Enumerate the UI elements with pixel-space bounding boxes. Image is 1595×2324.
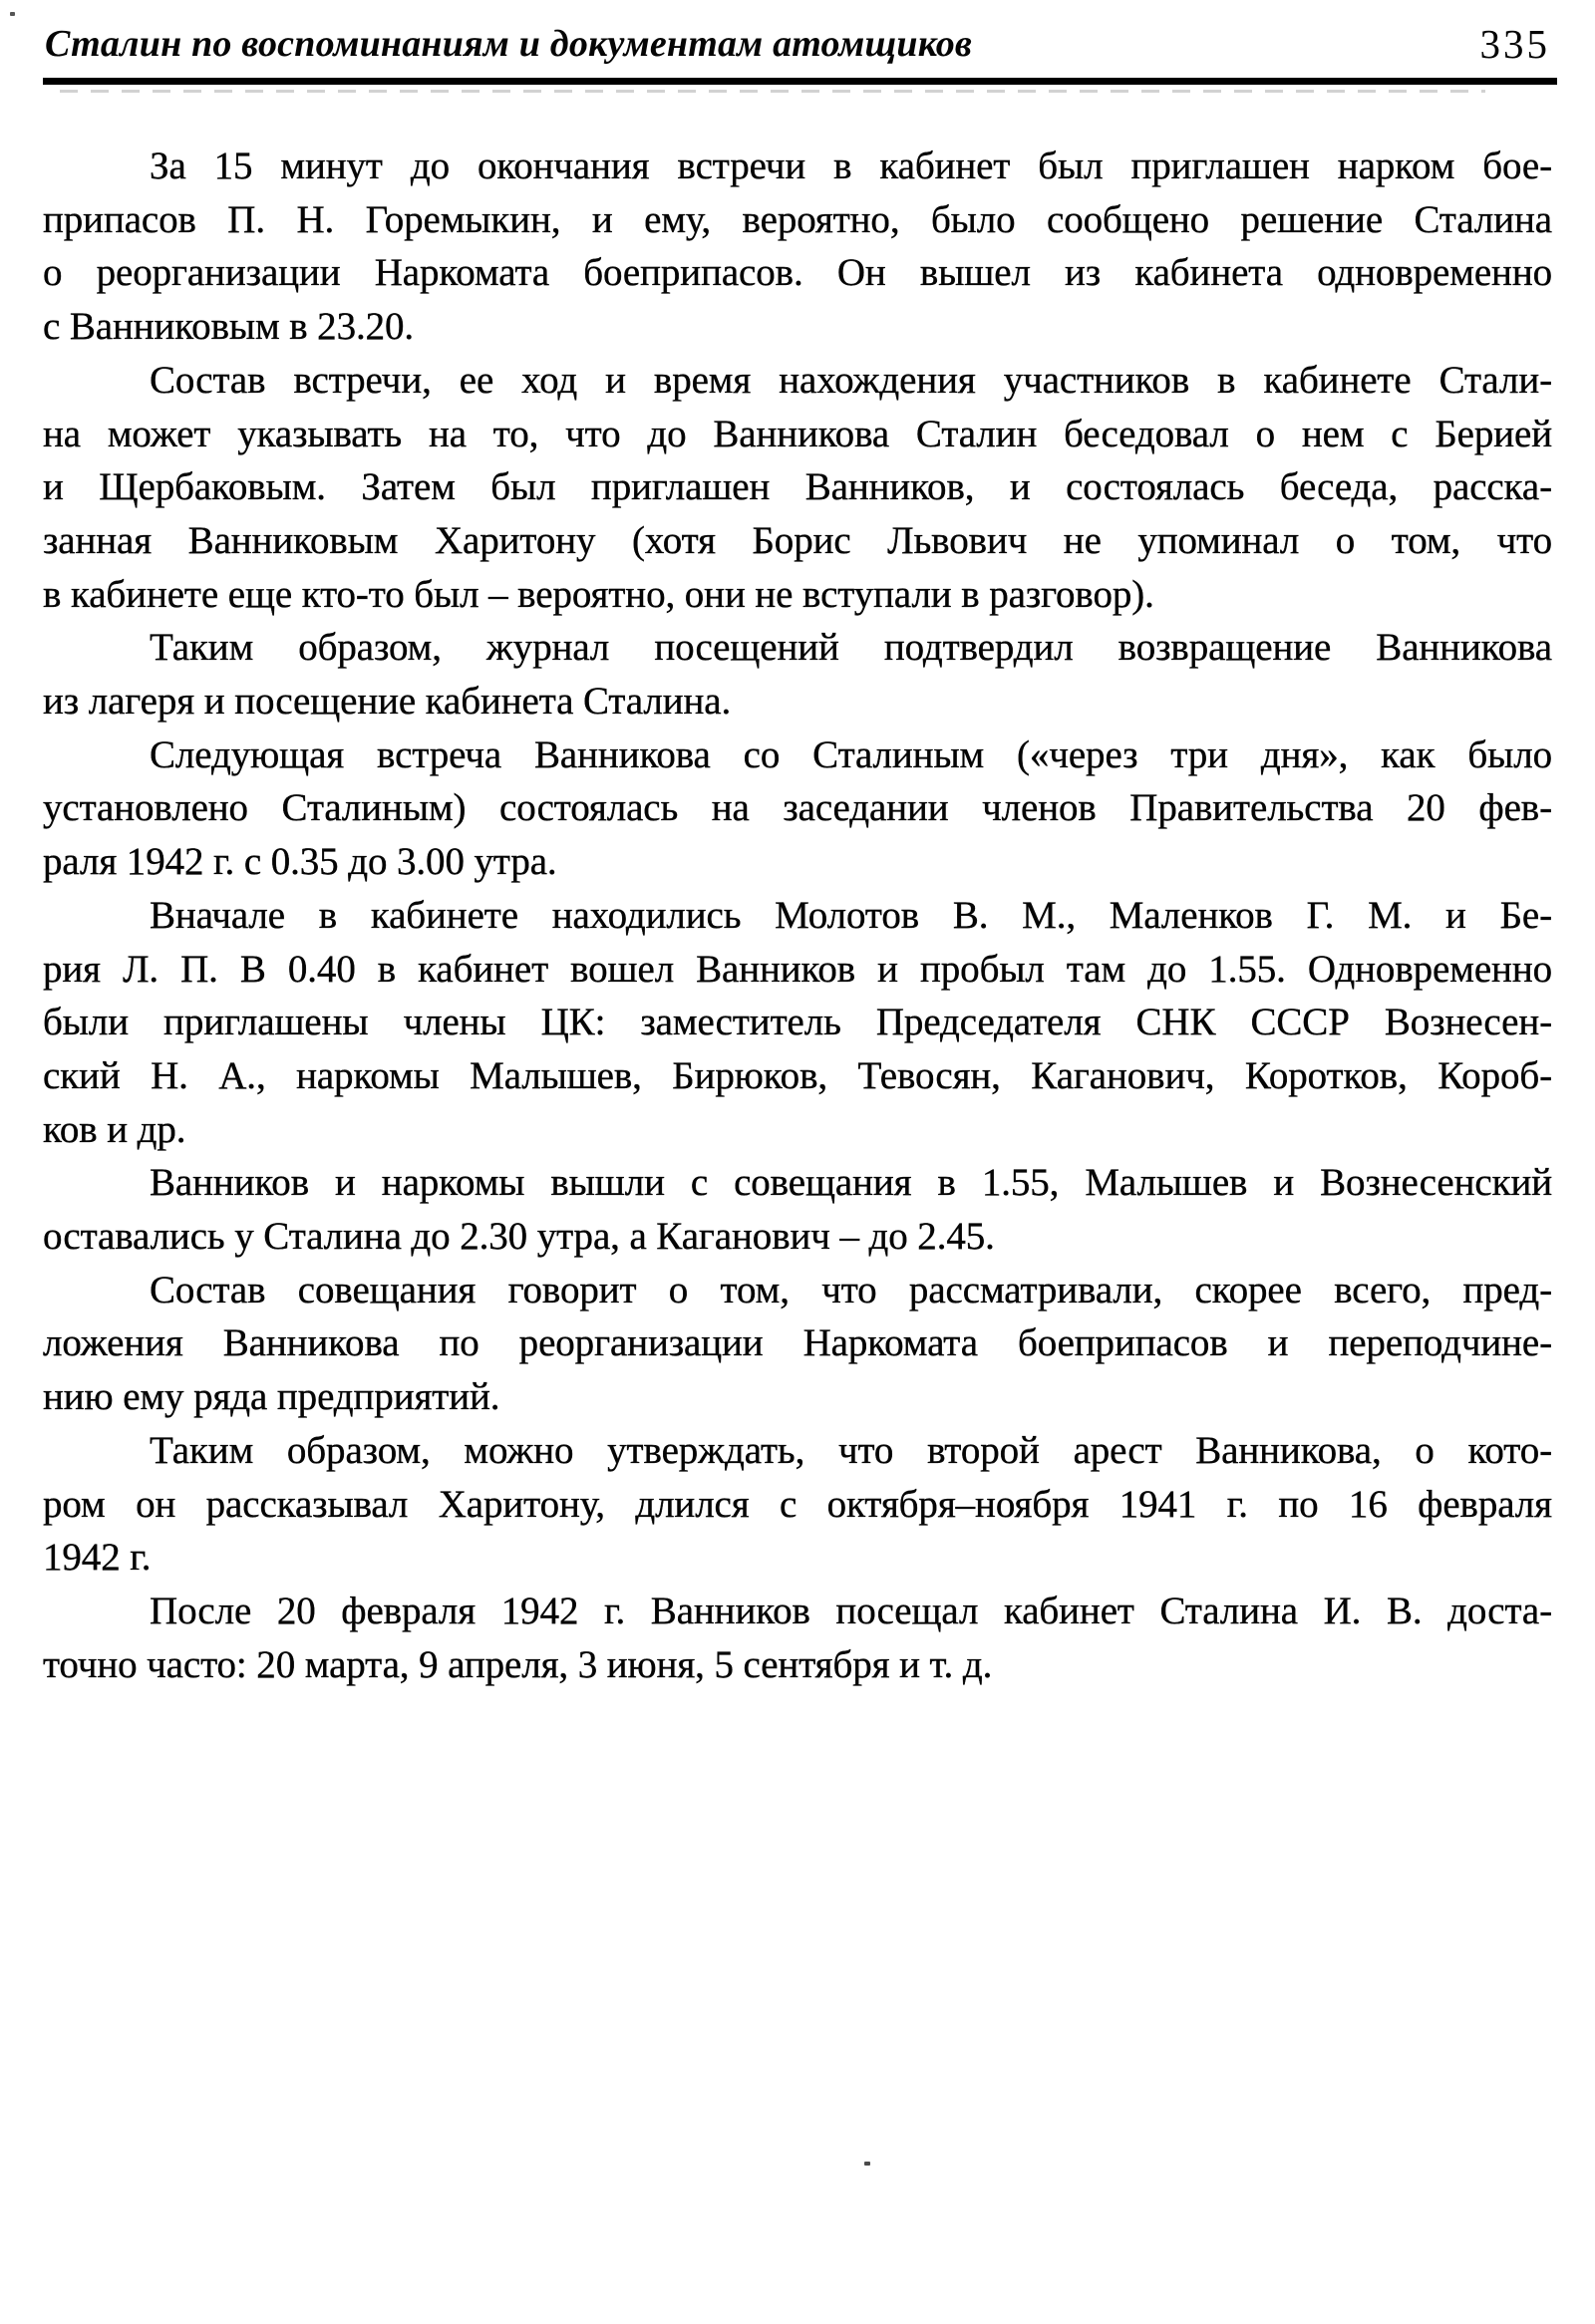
text-line: оставались у Сталина до 2.30 утра, а Каганович – до 2.45. [43, 1215, 995, 1259]
body-text [43, 140, 1552, 1691]
text-line: из лагеря и посещение кабинета Сталина. [43, 680, 732, 724]
text-line: на может указывать на то, что до Ванникова Сталин беседовал о нем с Берией [43, 412, 1552, 455]
paragraph [43, 354, 1552, 622]
text-line: За 15 минут до окончания встречи в кабинет был приглашен нарком бое- [150, 145, 1552, 187]
text-line: в кабинете еще кто-то был – вероятно, они не вступали в разговор). [43, 572, 1154, 616]
text-line: точно часто: 20 марта, 9 апреля, 3 июня, 5 сентября и т. д. [43, 1642, 993, 1686]
text-line: установлено Сталиным) состоялась на заседании членов Правительства 20 фев- [43, 786, 1552, 830]
scan-speck [864, 2162, 870, 2166]
text-line: раля 1942 г. с 0.35 до 3.00 утра. [43, 840, 557, 884]
running-head [43, 16, 1552, 76]
text-line: Ванников и наркомы вышли с совещания в 1.55, Малышев и Вознесенский [150, 1161, 1552, 1205]
text-line: ром он рассказывал Харитону, длился с октября–ноября 1941 г. по 16 февраля [43, 1482, 1552, 1526]
paragraph [43, 728, 1552, 889]
text-line: ский Н. А., наркомы Малышев, Бирюков, Тевосян, Каганович, Коротков, Короб- [43, 1053, 1552, 1097]
page-number: 335 [1479, 21, 1550, 67]
text-line: нию ему ряда предприятий. [43, 1375, 500, 1419]
paragraph [43, 140, 1552, 354]
text-line: Состав совещания говорит о том, что рассматривали, скорее всего, пред- [150, 1268, 1552, 1311]
text-line: рия Л. П. В 0.40 в кабинет вошел Ванников и пробыл там до 1.55. Одновременно [43, 947, 1552, 991]
text-line: Таким образом, журнал посещений подтвердил возвращение Ванникова [150, 626, 1552, 670]
text-line: ложения Ванникова по реорганизации Наркомата боеприпасов и переподчине- [43, 1321, 1552, 1365]
scan-speck [10, 12, 15, 16]
paragraph [43, 1424, 1552, 1585]
paragraph [43, 889, 1552, 1157]
text-line: После 20 февраля 1942 г. Ванников посещал кабинет Сталина И. В. доста- [150, 1589, 1552, 1632]
text-line: о реорганизации Наркомата боеприпасов. Он вышел из кабинета одновременно [43, 251, 1552, 295]
text-line: и Щербаковым. Затем был приглашен Ванников, и состоялась беседа, расска- [43, 465, 1552, 509]
text-line: Таким образом, можно утверждать, что второй арест Ванникова, о кото- [150, 1428, 1552, 1472]
text-line: занная Ванниковым Харитону (хотя Борис Львович не упоминал о том, что [43, 518, 1552, 562]
header-rule [43, 78, 1557, 85]
paragraph [43, 1264, 1552, 1424]
text-line: с Ванниковым в 23.20. [43, 305, 415, 349]
text-line: были приглашены члены ЦК: заместитель Председателя СНК СССР Вознесен- [43, 1001, 1552, 1044]
paragraph [43, 1156, 1552, 1263]
text-line: Состав встречи, ее ход и время нахождения участников в кабинете Стали- [150, 358, 1552, 402]
text-line: Вначале в кабинете находились Молотов В. М., Маленков Г. М. и Бе- [150, 893, 1552, 937]
text-line: 1942 г. [43, 1536, 152, 1580]
paragraph [43, 1585, 1552, 1691]
text-line: ков и др. [43, 1107, 186, 1151]
text-line: Следующая встреча Ванникова со Сталиным («через три дня», как было [150, 732, 1552, 776]
running-title: Сталин по воспоминаниям и документам атомщиков [45, 23, 973, 65]
paragraph [43, 621, 1552, 727]
text-line: припасов П. Н. Горемыкин, и ему, вероятно, было сообщено решение Сталина [43, 197, 1552, 241]
header-rule-scan-echo [60, 90, 1485, 93]
